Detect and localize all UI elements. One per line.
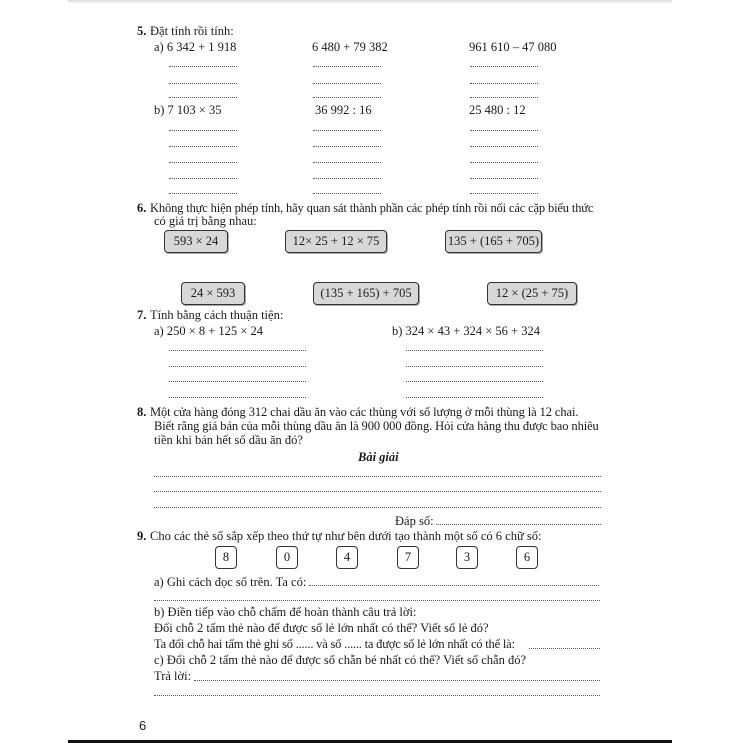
- expression-card[interactable]: 135 + (165 + 705): [445, 230, 542, 253]
- expression-card[interactable]: (135 + 165) + 705: [313, 282, 419, 305]
- q7-a-expr: a) 250 × 8 + 125 × 24: [154, 324, 263, 338]
- answer-line[interactable]: [313, 146, 381, 147]
- q9-number: 9.: [137, 529, 147, 543]
- q8-line-1: Một cửa hàng đóng 312 chai dầu ăn vào các thùng với số lượng ở mỗi thùng là 12 chai.: [150, 405, 579, 419]
- q5-a-expr-3: 961 610 – 47 080: [469, 40, 557, 54]
- answer-line[interactable]: [169, 130, 237, 131]
- q6-line-1: Không thực hiện phép tính, hãy quan sát thành phần các phép tính rồi nối các cặp biểu thức: [150, 201, 594, 215]
- q9-c-answer-prompt: Trả lời:: [154, 669, 192, 683]
- answer-line[interactable]: [169, 381, 306, 382]
- answer-line[interactable]: [313, 66, 381, 67]
- number-card[interactable]: 6: [516, 546, 538, 569]
- answer-line[interactable]: [169, 66, 237, 67]
- q9-title: Cho các thẻ số sắp xếp theo thứ tự như bên dưới tạo thành một số có 6 chữ số:: [150, 529, 542, 543]
- answer-line[interactable]: [406, 381, 543, 382]
- page-number: 6: [139, 718, 147, 733]
- answer-line[interactable]: [169, 146, 237, 147]
- q5-a-expr-2: 6 480 + 79 382: [312, 40, 388, 54]
- expression-card[interactable]: 12× 25 + 12 × 75: [285, 230, 387, 253]
- answer-line[interactable]: [470, 83, 538, 84]
- answer-line[interactable]: [309, 585, 599, 586]
- q7-number: 7.: [137, 308, 147, 322]
- expression-card[interactable]: 12 × (25 + 75): [487, 282, 577, 305]
- answer-line[interactable]: [194, 680, 600, 681]
- answer-line[interactable]: [470, 146, 538, 147]
- answer-line[interactable]: [313, 162, 381, 163]
- q9-a: a) Ghi cách đọc số trên. Ta có:: [154, 575, 307, 589]
- number-card[interactable]: 3: [456, 546, 478, 569]
- solution-heading: Bài giải: [358, 450, 399, 464]
- answer-line[interactable]: [169, 97, 237, 98]
- q8-line-3: tiền khi bán hết số dầu ăn đó?: [154, 433, 303, 447]
- q9-b-question: Đổi chỗ 2 tấm thẻ nào để được số lẻ lớn nhất có thể? Viết số lẻ đó?: [154, 621, 489, 635]
- answer-line[interactable]: [470, 97, 538, 98]
- answer-line[interactable]: [169, 366, 306, 367]
- answer-line[interactable]: [154, 491, 601, 492]
- answer-line[interactable]: [169, 162, 237, 163]
- answer-line[interactable]: [154, 476, 601, 477]
- q9-b-answer-prompt: Ta đổi chỗ hai tấm thẻ ghi số ...... và số ...... ta được số lẻ lớn nhất có thể là:: [154, 637, 515, 651]
- q6-line-2: có giá trị bằng nhau:: [154, 214, 257, 228]
- page-top-shadow: [68, 0, 672, 3]
- q9-c: c) Đổi chỗ 2 tấm thẻ nào để được số chẵn bé nhất có thể? Viết số chẵn đó?: [154, 653, 527, 667]
- answer-line[interactable]: [406, 350, 543, 351]
- q6-number: 6.: [137, 201, 147, 215]
- expression-card[interactable]: 593 × 24: [164, 230, 228, 253]
- q7-b-expr: b) 324 × 43 + 324 × 56 + 324: [392, 324, 540, 338]
- q5-title: Đặt tính rồi tính:: [150, 24, 234, 38]
- answer-line[interactable]: [470, 193, 538, 194]
- q8-line-2: Biết rằng giá bán của mỗi thùng dầu ăn là 900 000 đồng. Hỏi cửa hàng thu được bao nhiêu: [154, 419, 599, 433]
- q8-number: 8.: [137, 405, 147, 419]
- q5-number: 5.: [137, 24, 147, 38]
- answer-line[interactable]: [169, 397, 306, 398]
- q5-a-expr-1: a) 6 342 + 1 918: [154, 40, 237, 54]
- answer-line[interactable]: [406, 397, 543, 398]
- answer-line[interactable]: [529, 648, 600, 649]
- answer-line[interactable]: [470, 130, 538, 131]
- number-card[interactable]: 0: [276, 546, 298, 569]
- answer-label: Đáp số:: [395, 514, 434, 528]
- expression-card[interactable]: 24 × 593: [181, 282, 245, 305]
- answer-line[interactable]: [470, 162, 538, 163]
- q7-title: Tính bằng cách thuận tiện:: [150, 308, 284, 322]
- answer-line[interactable]: [154, 507, 601, 508]
- answer-line[interactable]: [313, 97, 381, 98]
- answer-line[interactable]: [169, 83, 237, 84]
- answer-line[interactable]: [313, 130, 381, 131]
- answer-line[interactable]: [169, 350, 306, 351]
- q5-b-expr-3: 25 480 : 12: [469, 103, 526, 117]
- answer-line[interactable]: [470, 178, 538, 179]
- answer-line[interactable]: [313, 193, 381, 194]
- answer-line[interactable]: [406, 366, 543, 367]
- number-card[interactable]: 4: [336, 546, 358, 569]
- answer-line[interactable]: [470, 66, 538, 67]
- answer-line[interactable]: [313, 83, 381, 84]
- answer-line[interactable]: [169, 193, 237, 194]
- q5-b-expr-2: 36 992 : 16: [315, 103, 372, 117]
- number-card[interactable]: 7: [397, 546, 419, 569]
- number-card[interactable]: 8: [215, 546, 237, 569]
- answer-line[interactable]: [169, 178, 237, 179]
- q9-b: b) Điền tiếp vào chỗ chấm để hoàn thành câu trả lời:: [154, 605, 417, 619]
- answer-line[interactable]: [436, 524, 601, 525]
- answer-line[interactable]: [154, 600, 600, 601]
- q5-b-expr-1: b) 7 103 × 35: [154, 103, 222, 117]
- answer-line[interactable]: [313, 178, 381, 179]
- answer-line[interactable]: [154, 695, 600, 696]
